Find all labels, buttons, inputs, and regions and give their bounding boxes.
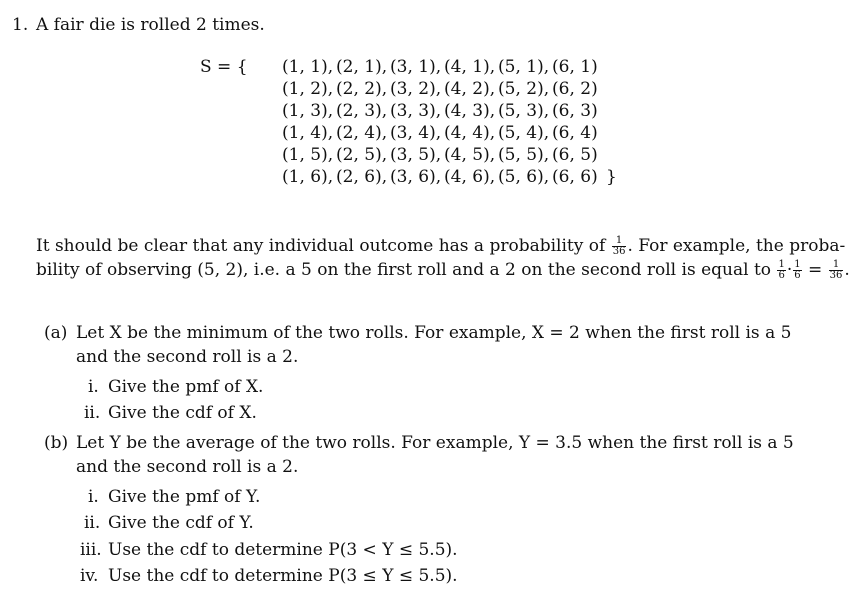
part-b-item-text: Give the pmf of Y. [108, 487, 261, 507]
part-a-line-2: and the second roll is a 2. [76, 347, 299, 367]
outcome: (5, 2), [498, 79, 550, 99]
fraction-denominator: 6 [778, 270, 785, 281]
problem-statement: A fair die is rolled 2 times. [36, 15, 265, 35]
sample-space-row [282, 56, 617, 78]
fraction-denominator: 36 [829, 270, 843, 281]
outcome: (6, 6) [552, 167, 598, 187]
part-b-line-1: Let Y be the average of the two rolls. For example, Y = 3.5 when the first roll is a 5 [76, 433, 794, 453]
outcome: (3, 3), [390, 101, 442, 121]
part-b-item-num: iii. [80, 540, 102, 560]
fraction-one-6 [793, 260, 801, 281]
part-a-label: (a) [44, 323, 68, 343]
outcome: (5, 5), [498, 145, 550, 165]
sample-space-label: S = { [200, 57, 248, 77]
outcome: (1, 4), [282, 123, 334, 143]
part-b-line-2: and the second roll is a 2. [76, 457, 299, 477]
outcome: (2, 4), [336, 123, 388, 143]
fraction-denominator: 6 [794, 270, 801, 281]
outcome: (4, 4), [444, 123, 496, 143]
sample-space-row [282, 144, 617, 166]
fraction-numerator: 1 [612, 236, 627, 247]
outcome: (2, 5), [336, 145, 388, 165]
outcome: (6, 2) [552, 79, 598, 99]
outcome: (5, 3), [498, 101, 550, 121]
outcome: (2, 1), [336, 57, 388, 77]
part-b-item-text: Use the cdf to determine P(3 ≤ Y ≤ 5.5). [108, 566, 458, 586]
part-b-label: (b) [44, 433, 69, 453]
outcome: (6, 1) [552, 57, 598, 77]
multiply-dot: · [786, 260, 793, 280]
intro-line-2 [36, 259, 850, 281]
sample-space-closing-brace: } [606, 167, 617, 187]
outcome: (1, 5), [282, 145, 334, 165]
outcome: (6, 5) [552, 145, 598, 165]
outcome: (4, 5), [444, 145, 496, 165]
outcome: (2, 3), [336, 101, 388, 121]
part-a-item-num: ii. [84, 403, 101, 423]
intro-text: bility of observing (5, 2), i.e. a 5 on the first roll and a 2 on the second roll is equal to [36, 260, 772, 280]
sample-space-row [282, 78, 617, 100]
part-a-item-text: Give the pmf of X. [108, 377, 264, 397]
outcome: (5, 1), [498, 57, 550, 77]
part-a-item-text: Give the cdf of X. [108, 403, 257, 423]
sample-space-row [282, 122, 617, 144]
part-b-item-text: Give the cdf of Y. [108, 513, 254, 533]
outcome: (5, 4), [498, 123, 550, 143]
intro-text: . For example, the proba- [627, 236, 846, 256]
part-b-item-text: Use the cdf to determine P(3 < Y ≤ 5.5). [108, 540, 458, 560]
outcome: (1, 2), [282, 79, 334, 99]
outcome: (4, 6), [444, 167, 496, 187]
sample-space-row [282, 166, 617, 188]
outcome: (5, 6), [498, 167, 550, 187]
outcome: (3, 6), [390, 167, 442, 187]
outcome: (2, 6), [336, 167, 388, 187]
outcome: (4, 2), [444, 79, 496, 99]
fraction-one-36 [612, 236, 627, 257]
part-a-line-1: Let X be the minimum of the two rolls. For example, X = 2 when the first roll is a 5 [76, 323, 792, 343]
sample-space-grid [282, 56, 617, 188]
fraction-numerator: 1 [829, 260, 844, 271]
outcome: (3, 1), [390, 57, 442, 77]
fraction-one-36 [829, 260, 844, 281]
fraction-one-6 [777, 260, 785, 281]
outcome: (1, 3), [282, 101, 334, 121]
outcome: (1, 1), [282, 57, 334, 77]
outcome: (6, 3) [552, 101, 598, 121]
fraction-numerator: 1 [794, 259, 801, 270]
fraction-numerator: 1 [778, 259, 785, 270]
equals-sign: = [808, 260, 823, 280]
fraction-denominator: 36 [612, 246, 626, 257]
outcome: (4, 1), [444, 57, 496, 77]
outcome: (3, 4), [390, 123, 442, 143]
outcome: (3, 5), [390, 145, 442, 165]
part-b-item-num: ii. [84, 513, 101, 533]
outcome: (6, 4) [552, 123, 598, 143]
part-b-item-num: i. [88, 487, 99, 507]
outcome: (4, 3), [444, 101, 496, 121]
outcome: (1, 6), [282, 167, 334, 187]
outcome: (3, 2), [390, 79, 442, 99]
intro-text: It should be clear that any individual outcome has a probability of [36, 236, 606, 256]
problem-number: 1. [12, 15, 29, 35]
intro-line-1 [36, 235, 845, 257]
outcome: (2, 2), [336, 79, 388, 99]
part-a-item-num: i. [88, 377, 99, 397]
period: . [844, 260, 850, 280]
part-b-item-num: iv. [80, 566, 99, 586]
sample-space-row [282, 100, 617, 122]
